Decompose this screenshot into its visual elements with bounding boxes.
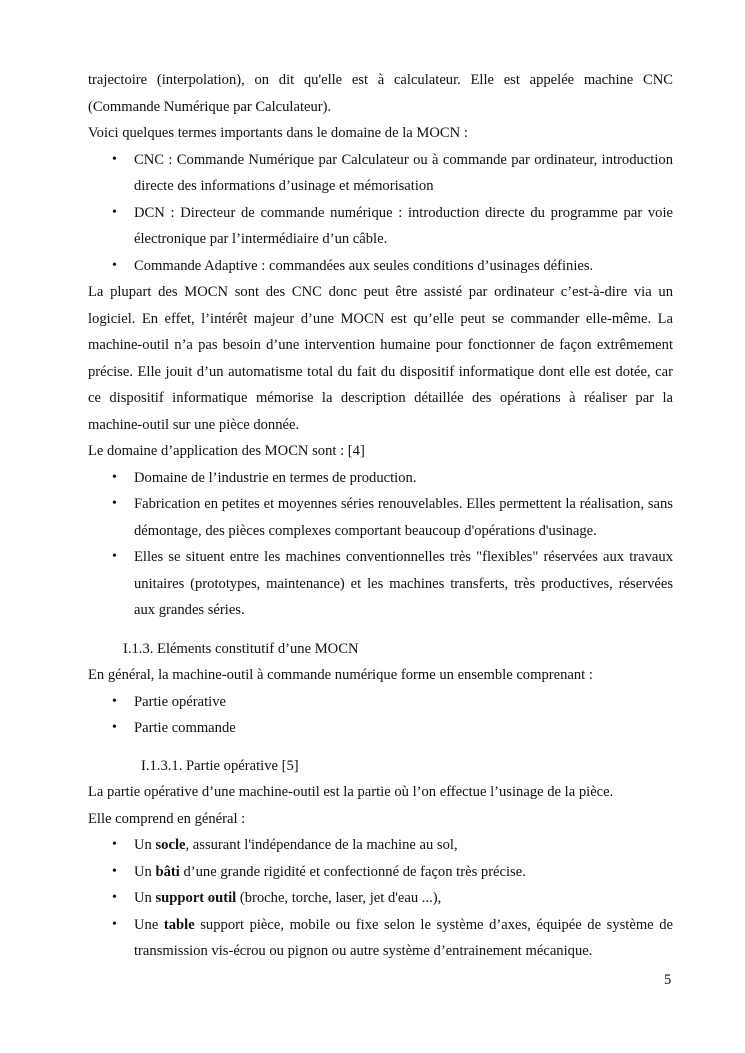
list-item: • Partie commande [88,715,673,742]
list-item: • Fabrication en petites et moyennes séries renouvelables. Elles permettent la réalisation, sans démontage, des pièces complexes comportant beaucoup d'opérations d'usinage. [88,491,673,544]
text: support pièce, mobile ou fixe selon le système d’axes, équipée de système de transmission vis-écrou ou pignon ou autre système d’entrainement mécanique. [134,916,673,959]
text: , assurant l'indépendance de la machine au sol, [185,837,458,853]
subsection-heading: I.1.3.1. Partie opérative [5] [141,757,299,774]
paragraph: Le domaine d’application des MOCN sont : [4] [88,443,365,459]
bold-term: table [163,916,195,933]
list-item: • Partie opérative [88,689,673,716]
paragraph: La plupart des MOCN sont des CNC donc peut être assisté par ordinateur c’est-à-dire via un logiciel. En effet, l’intérêt majeur d’une MOCN est qu’elle peut se commander elle-même. La machine-outil n’a pas besoin d’une intervention humaine pour fonctionner de façon extrêmement précise. Elle jouit d’un automatisme total du fait du dispositif informatique dont elle est dotée, car ce dispositif informatique mémorise la description détaillée des opérations à réaliser par la machine-outil sur une pièce donnée. [88,284,673,433]
list-item [88,912,673,965]
list-item: • Domaine de l’industrie en termes de production. [88,465,673,492]
page-number: 5 [664,972,672,988]
document-page [88,67,673,965]
list-item: • CNC : Commande Numérique par Calculateur ou à commande par ordinateur, introduction directe des informations d’usinage et mémorisation [88,147,673,200]
bold-term: socle [155,837,186,853]
text: (broche, torche, laser, jet d'eau ...), [236,890,442,906]
list-item [88,832,673,859]
list-item: • Commande Adaptive : commandées aux seules conditions d’usinages définies. [88,253,673,280]
bold-term: bâti [155,863,180,880]
text: Un [134,890,156,906]
list-item [88,859,673,886]
list-item: • DCN : Directeur de commande numérique : introduction directe du programme par voie électronique par l’intermédiaire d’un câble. [88,200,673,253]
list-item [88,885,673,912]
text: Une [134,916,164,933]
bullet-list-applications [88,465,673,624]
paragraph: En général, la machine-outil à commande numérique forme un ensemble comprenant : [88,667,593,683]
paragraph: trajectoire (interpolation), on dit qu'elle est à calculateur. Elle est appelée machine CNC (Commande Numérique par Calculateur). [88,72,673,115]
text: d’une grande rigidité et confectionné de façon très précise. [179,863,526,880]
bullet-list-components [88,832,673,965]
text: Un [134,837,156,853]
text: Un [134,863,156,880]
list-item: • Elles se situent entre les machines conventionnelles très "flexibles" réservées aux travaux unitaires (prototypes, maintenance) et les machines transferts, très productives, réservées aux grandes séries. [88,544,673,624]
paragraph: Elle comprend en général : [88,810,246,827]
bullet-list-parts [88,689,673,742]
paragraph: Voici quelques termes importants dans le domaine de la MOCN : [88,125,468,141]
paragraph: La partie opérative d’une machine-outil est la partie où l’on effectue l’usinage de la pièce. [88,784,614,800]
section-heading: I.1.3. Eléments constitutif d’une MOCN [123,640,359,657]
bullet-list-terms [88,147,673,280]
bold-term: support outil [155,890,237,906]
